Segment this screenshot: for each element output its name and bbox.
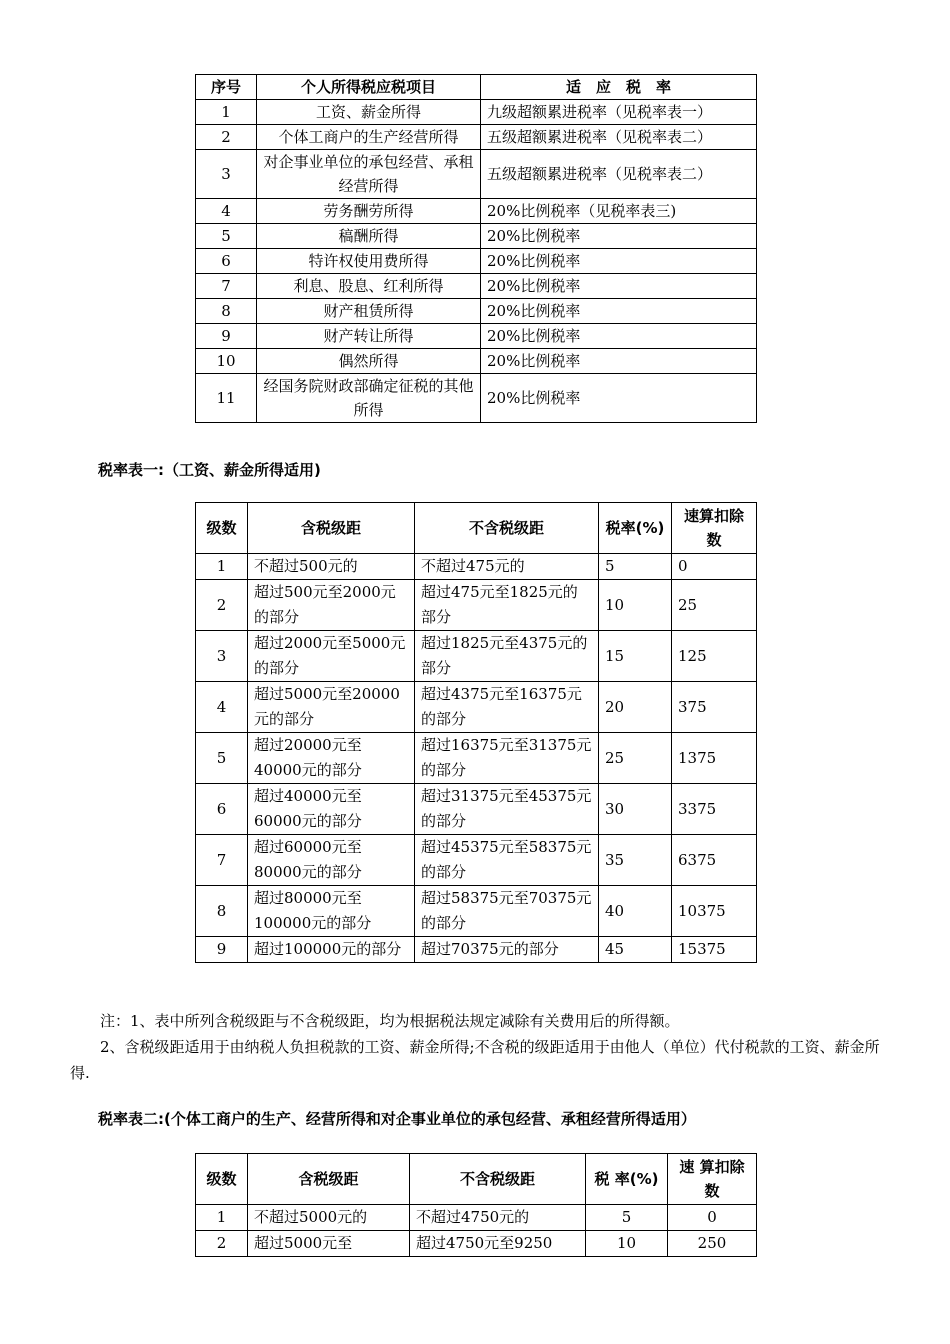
table-cell: 25: [599, 733, 672, 784]
table-cell: 20%比例税率: [481, 274, 757, 299]
table-cell: 11: [196, 374, 257, 423]
table-cell: 6: [196, 249, 257, 274]
table-cell: 8: [196, 299, 257, 324]
table-cell: 35: [599, 835, 672, 886]
table-cell: 40: [599, 886, 672, 937]
table-cell: 4: [196, 199, 257, 224]
table-cell: 375: [672, 682, 757, 733]
col-header-deduction: 速算扣除数: [672, 503, 757, 554]
table-cell: 20%比例税率: [481, 249, 757, 274]
table-row: [196, 299, 757, 324]
table-cell: 10: [586, 1231, 668, 1257]
col-header-item: 个人所得税应税项目: [257, 75, 481, 100]
table-header-row: [196, 1154, 757, 1205]
table-cell: 超过45375元至58375元的部分: [415, 835, 599, 886]
table-row: [196, 631, 757, 682]
table-row: [196, 100, 757, 125]
table-cell: 20%比例税率: [481, 349, 757, 374]
table-cell: 特许权使用费所得: [257, 249, 481, 274]
col-header-index: 序号: [196, 75, 257, 100]
table-cell: 25: [672, 580, 757, 631]
table-row: [196, 249, 757, 274]
table-row: [196, 349, 757, 374]
table-cell: 超过80000元至100000元的部分: [248, 886, 415, 937]
table-cell: 15375: [672, 937, 757, 963]
table-cell: 工资、薪金所得: [257, 100, 481, 125]
col-header-nontaxable-range: 不含税级距: [410, 1154, 586, 1205]
table-cell: 1: [196, 1205, 248, 1231]
table-row: [196, 554, 757, 580]
table-cell: 超过16375元至31375元的部分: [415, 733, 599, 784]
col-header-nontaxable-range: 不含税级距: [415, 503, 599, 554]
table-cell: 250: [668, 1231, 757, 1257]
table-cell: 10375: [672, 886, 757, 937]
col-header-level: 级数: [196, 1154, 248, 1205]
table-cell: 6: [196, 784, 248, 835]
table-cell: 1375: [672, 733, 757, 784]
table-row: [196, 274, 757, 299]
table-cell: 10: [599, 580, 672, 631]
table-cell: 20%比例税率（见税率表三): [481, 199, 757, 224]
table-cell: 超过4750元至9250: [410, 1231, 586, 1257]
table-cell: 0: [668, 1205, 757, 1231]
table-cell: 20%比例税率: [481, 374, 757, 423]
table-cell: 1: [196, 554, 248, 580]
table-cell: 125: [672, 631, 757, 682]
table-header-row: [196, 503, 757, 554]
table-cell: 利息、股息、红利所得: [257, 274, 481, 299]
table-cell: 9: [196, 324, 257, 349]
table-cell: 超过40000元至60000元的部分: [248, 784, 415, 835]
table-row: [196, 682, 757, 733]
table-cell: 2: [196, 580, 248, 631]
table-row: [196, 374, 757, 423]
table-cell: 20%比例税率: [481, 324, 757, 349]
table-cell: 3375: [672, 784, 757, 835]
income-items-body: [196, 100, 757, 423]
table-cell: 3: [196, 150, 257, 199]
table-cell: 5: [586, 1205, 668, 1231]
rate-table-two: [195, 1153, 757, 1257]
table-cell: 5: [599, 554, 672, 580]
table-cell: 45: [599, 937, 672, 963]
table-cell: 九级超额累进税率（见税率表一）: [481, 100, 757, 125]
table-cell: 7: [196, 835, 248, 886]
table-row: [196, 580, 757, 631]
table-header-row: [196, 75, 757, 100]
table-cell: 劳务酬劳所得: [257, 199, 481, 224]
table-cell: 15: [599, 631, 672, 682]
table-cell: 1: [196, 100, 257, 125]
note-line-2: 2、含税级距适用于由纳税人负担税款的工资、薪金所得;不含税的级距适用于由他人（单位）代付税款的工资、薪金所得.: [70, 1038, 880, 1082]
table-cell: 超过60000元至80000元的部分: [248, 835, 415, 886]
table-cell: 4: [196, 682, 248, 733]
income-items-table: [195, 74, 757, 423]
rate-table-one: [195, 502, 757, 963]
table-cell: 不超过475元的: [415, 554, 599, 580]
table-cell: 超过20000元至40000元的部分: [248, 733, 415, 784]
table-row: [196, 937, 757, 963]
table-cell: 五级超额累进税率（见税率表二）: [481, 150, 757, 199]
table-cell: 对企事业单位的承包经营、承租经营所得: [257, 150, 481, 199]
table-row: [196, 733, 757, 784]
table-cell: 不超过500元的: [248, 554, 415, 580]
table-row: [196, 1231, 757, 1257]
table-cell: 20%比例税率: [481, 299, 757, 324]
table-cell: 超过500元至2000元的部分: [248, 580, 415, 631]
table-cell: 五级超额累进税率（见税率表二）: [481, 125, 757, 150]
col-header-rate: 税 率(%): [586, 1154, 668, 1205]
table-row: [196, 199, 757, 224]
table-row: [196, 224, 757, 249]
table-cell: 10: [196, 349, 257, 374]
table-cell: 财产租赁所得: [257, 299, 481, 324]
table-cell: 超过4375元至16375元的部分: [415, 682, 599, 733]
table-cell: 9: [196, 937, 248, 963]
table-cell: 超过475元至1825元的部分: [415, 580, 599, 631]
table-row: [196, 150, 757, 199]
table-row: [196, 324, 757, 349]
note-line-1: 注：1、表中所列含税级距与不含税级距，均为根据税法规定减除有关费用后的所得额。: [100, 1012, 680, 1030]
col-header-taxable-range: 含税级距: [248, 1154, 410, 1205]
table-row: [196, 125, 757, 150]
rate-table-two-title: 税率表二:(个体工商户的生产、经营所得和对企事业单位的承包经营、承租经营所得适用）: [98, 1110, 696, 1128]
table-cell: 超过100000元的部分: [248, 937, 415, 963]
col-header-rate: 适 应 税 率: [481, 75, 757, 100]
table-cell: 5: [196, 224, 257, 249]
table-cell: 经国务院财政部确定征税的其他所得: [257, 374, 481, 423]
table-row: [196, 1205, 757, 1231]
table-cell: 超过2000元至5000元的部分: [248, 631, 415, 682]
rate-table-one-body: [196, 554, 757, 963]
table-cell: 2: [196, 125, 257, 150]
table-cell: 超过70375元的部分: [415, 937, 599, 963]
table-cell: 6375: [672, 835, 757, 886]
table-cell: 超过58375元至70375元的部分: [415, 886, 599, 937]
table-cell: 20%比例税率: [481, 224, 757, 249]
table-cell: 3: [196, 631, 248, 682]
col-header-taxable-range: 含税级距: [248, 503, 415, 554]
table-cell: 2: [196, 1231, 248, 1257]
table-cell: 30: [599, 784, 672, 835]
table-cell: 20: [599, 682, 672, 733]
col-header-deduction: 速 算扣除数: [668, 1154, 757, 1205]
table-cell: 稿酬所得: [257, 224, 481, 249]
table-cell: 不超过4750元的: [410, 1205, 586, 1231]
table-cell: 不超过5000元的: [248, 1205, 410, 1231]
table-row: [196, 886, 757, 937]
col-header-rate: 税率(%): [599, 503, 672, 554]
table-cell: 超过5000元至20000元的部分: [248, 682, 415, 733]
table-row: [196, 784, 757, 835]
notes: [70, 1008, 890, 1086]
rate-table-two-body: [196, 1205, 757, 1257]
table-cell: 个体工商户的生产经营所得: [257, 125, 481, 150]
col-header-level: 级数: [196, 503, 248, 554]
table-cell: 财产转让所得: [257, 324, 481, 349]
table-row: [196, 835, 757, 886]
rate-table-one-title: 税率表一:（工资、薪金所得适用): [98, 461, 321, 479]
table-cell: 0: [672, 554, 757, 580]
table-cell: 5: [196, 733, 248, 784]
table-cell: 超过31375元至45375元的部分: [415, 784, 599, 835]
table-cell: 超过5000元至: [248, 1231, 410, 1257]
table-cell: 超过1825元至4375元的部分: [415, 631, 599, 682]
table-cell: 偶然所得: [257, 349, 481, 374]
table-cell: 8: [196, 886, 248, 937]
table-cell: 7: [196, 274, 257, 299]
